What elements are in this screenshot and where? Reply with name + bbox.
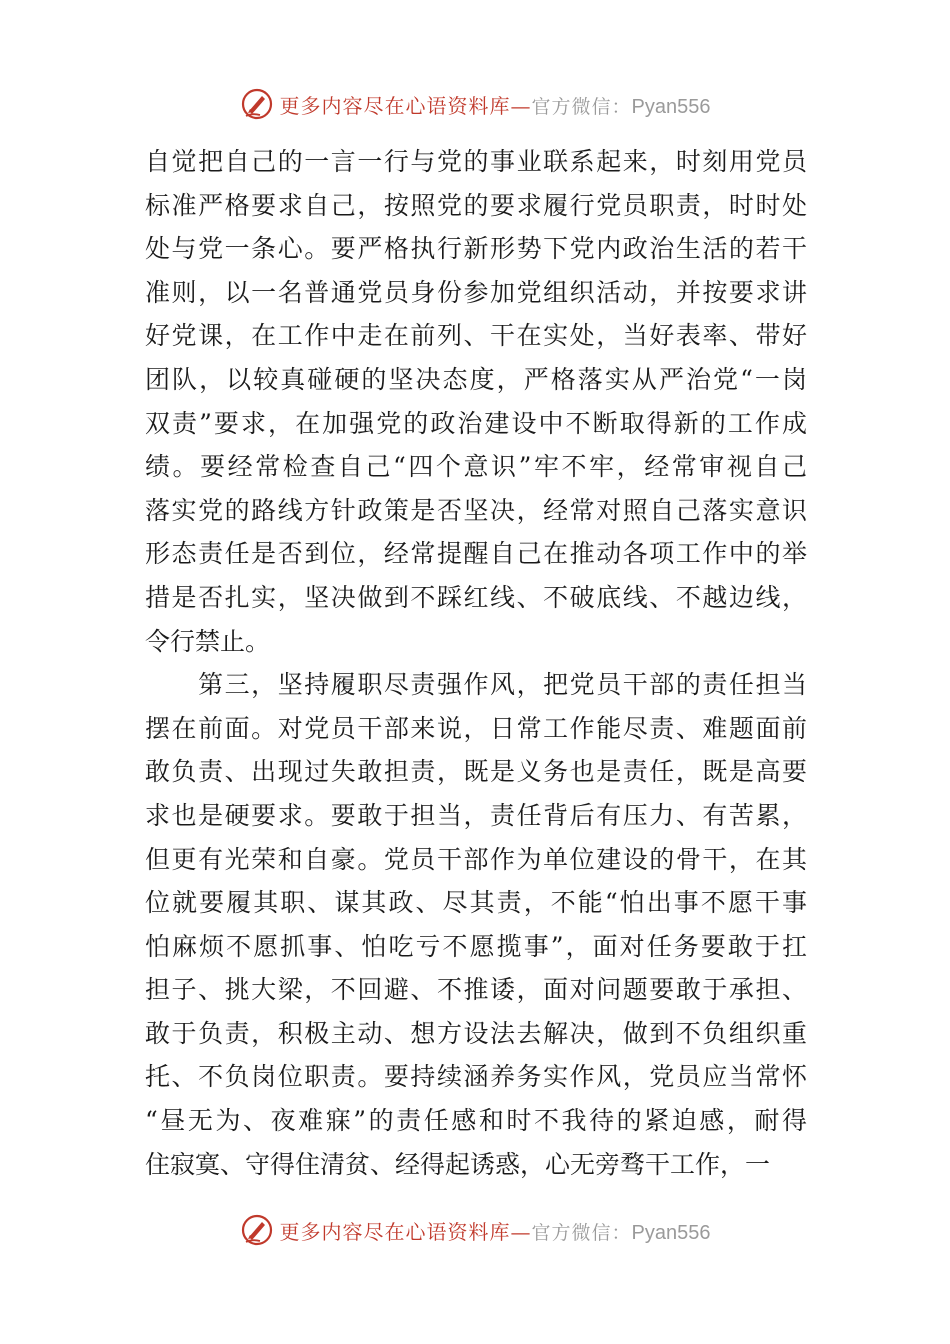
pen-seal-logo-icon <box>240 87 274 121</box>
text-line: 敢负责、出现过失敢担责，既是义务也是责任，既是高要 <box>145 757 807 787</box>
text-line: 但更有光荣和自豪。党员干部作为单位建设的骨干，在其 <box>145 844 807 874</box>
text-line: 托、不负岗位职责。要持续涵养务实作风，党员应当常怀 <box>145 1062 807 1092</box>
text-line: 住寂寞、守得住清贫、经得起诱惑，心无旁骛干工作，一 <box>145 1149 771 1179</box>
text-line: 绩。要经常检查自己“四个意识”牢不牢，经常审视自己 <box>145 452 807 482</box>
text-line: 标准严格要求自己，按照党的要求履行党员职责，时时处 <box>145 190 807 220</box>
text-line: 落实党的路线方针政策是否坚决，经常对照自己落实意识 <box>145 495 807 525</box>
text-line: “昼无为、夜难寐”的责任感和时不我待的紧迫感，耐得 <box>145 1106 807 1136</box>
text-line: 团队，以较真碰硬的坚决态度，严格落实从严治党“一岗 <box>145 364 807 394</box>
watermark-label: 官方微信： <box>531 1221 632 1244</box>
watermark-separator: — <box>510 93 532 118</box>
text-line: 位就要履其职、谋其政、尽其责，不能“怕出事不愿干事 <box>145 888 807 918</box>
pen-seal-logo-icon <box>240 1213 274 1247</box>
watermark-separator: — <box>510 1219 532 1244</box>
text-line: 担子、挑大梁，不回避、不推诿，面对问题要敢于承担、 <box>145 975 807 1005</box>
header-watermark <box>0 84 950 124</box>
watermark-text <box>280 1216 711 1245</box>
text-line: 求也是硬要求。要敢于担当，责任背后有压力、有苦累， <box>145 800 807 830</box>
text-line: 摆在前面。对党员干部来说，日常工作能尽责、难题面前 <box>145 713 807 743</box>
text-line: 敢于负责，积极主动、想方设法去解决，做到不负组织重 <box>145 1018 807 1048</box>
text-line: 形态责任是否到位，经常提醒自己在推动各项工作中的举 <box>145 539 807 569</box>
text-line: 处与党一条心。要严格执行新形势下党内政治生活的若干 <box>145 234 807 264</box>
text-line: 自觉把自己的一言一行与党的事业联系起来，时刻用党员 <box>145 147 807 176</box>
text-line: 令行禁止。 <box>145 626 271 656</box>
watermark-label: 官方微信： <box>531 95 632 118</box>
text-line: 好党课，在工作中走在前列、干在实处，当好表率、带好 <box>145 321 807 351</box>
footer-watermark <box>0 1210 950 1250</box>
watermark-site-text: 更多内容尽在心语资料库 <box>279 1219 511 1244</box>
watermark-wechat-id: Pyan556 <box>631 1221 711 1244</box>
text-line: 措是否扎实，坚决做到不踩红线、不破底线、不越边线， <box>145 582 807 612</box>
watermark-text <box>280 90 711 119</box>
document-body <box>145 140 807 1186</box>
text-line: 第三，坚持履职尽责强作风，把党员干部的责任担当 <box>145 670 807 700</box>
text-line: 双责”要求，在加强党的政治建设中不断取得新的工作成 <box>145 408 807 438</box>
watermark-wechat-id: Pyan556 <box>631 95 711 118</box>
watermark-site-text: 更多内容尽在心语资料库 <box>279 93 511 118</box>
text-line: 准则，以一名普通党员身份参加党组织活动，并按要求讲 <box>145 277 807 307</box>
text-line: 怕麻烦不愿抓事、怕吃亏不愿揽事”，面对任务要敢于扛 <box>145 931 807 961</box>
